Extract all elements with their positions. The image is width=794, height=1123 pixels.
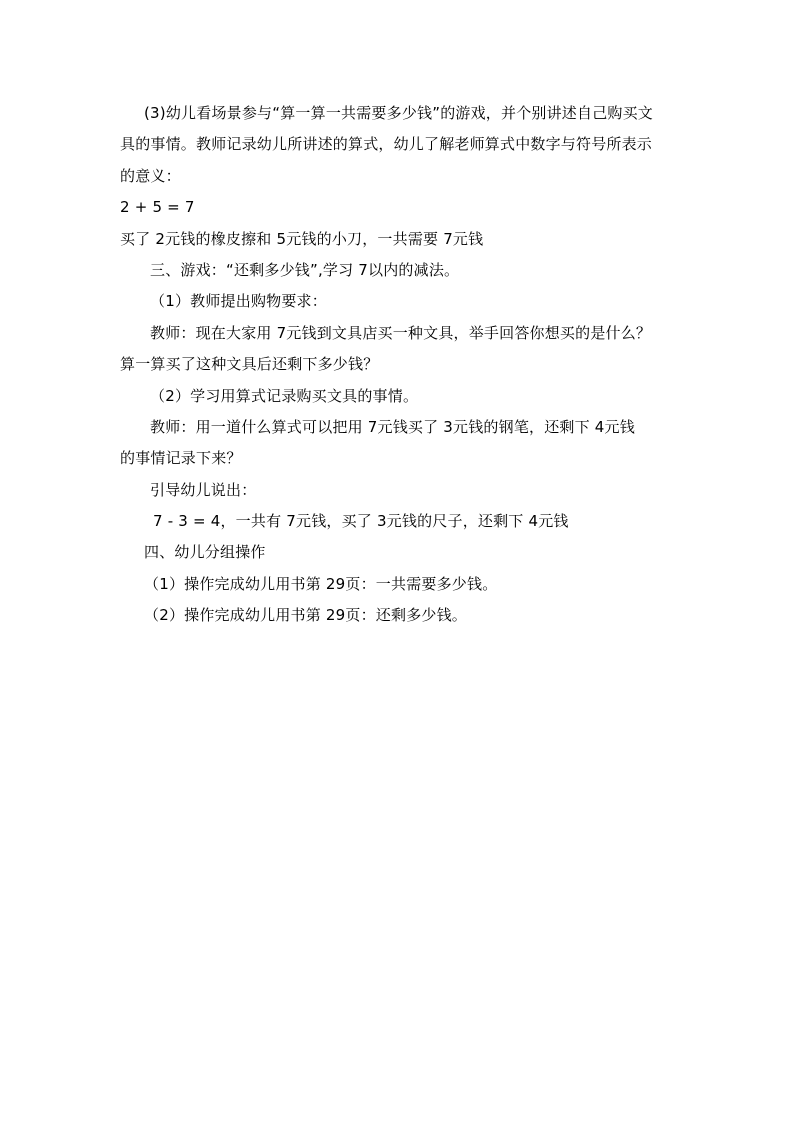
paragraph-line: (3)幼儿看场景参与“算一算一共需要多少钱”的游戏，并个别讲述自己购买文 bbox=[144, 104, 653, 122]
section-heading: 三、游戏：“还剩多少钱”,学习 7以内的减法。 bbox=[150, 260, 460, 279]
paragraph-line: 的意义： bbox=[120, 166, 181, 185]
paragraph-line: 买了 2元钱的橡皮擦和 5元钱的小刀，一共需要 7元钱 bbox=[120, 229, 484, 248]
section-heading: 四、幼儿分组操作 bbox=[144, 543, 266, 562]
list-item: （2）操作完成幼儿用书第 29页：还剩多少钱。 bbox=[144, 606, 468, 625]
paragraph-line: 教师：用一道什么算式可以把用 7元钱买了 3元钱的钢笔，还剩下 4元钱 bbox=[150, 417, 635, 436]
paragraph-line: （2）学习用算式记录购买文具的事情。 bbox=[150, 386, 419, 405]
paragraph-line: 算一算买了这种文具后还剩下多少钱？ bbox=[120, 355, 379, 374]
paragraph-line: （1）教师提出购物要求： bbox=[150, 292, 327, 311]
paragraph-line: 的事情记录下来？ bbox=[120, 449, 242, 468]
list-item: （1）操作完成幼儿用书第 29页：一共需要多少钱。 bbox=[144, 574, 498, 593]
paragraph-line: 教师：现在大家用 7元钱到文具店买一种文具，举手回答你想买的是什么？ bbox=[150, 323, 652, 342]
equation-line: 7 - 3 = 4，一共有 7元钱，买了 3元钱的尺子，还剩下 4元钱 bbox=[153, 512, 569, 531]
paragraph-line: 引导幼儿说出： bbox=[150, 480, 257, 499]
paragraph-line: 具的事情。教师记录幼儿所讲述的算式，幼儿了解老师算式中数字与符号所表示 bbox=[120, 135, 653, 154]
document-body bbox=[120, 98, 680, 632]
equation-line: 2 + 5 = 7 bbox=[120, 198, 195, 217]
